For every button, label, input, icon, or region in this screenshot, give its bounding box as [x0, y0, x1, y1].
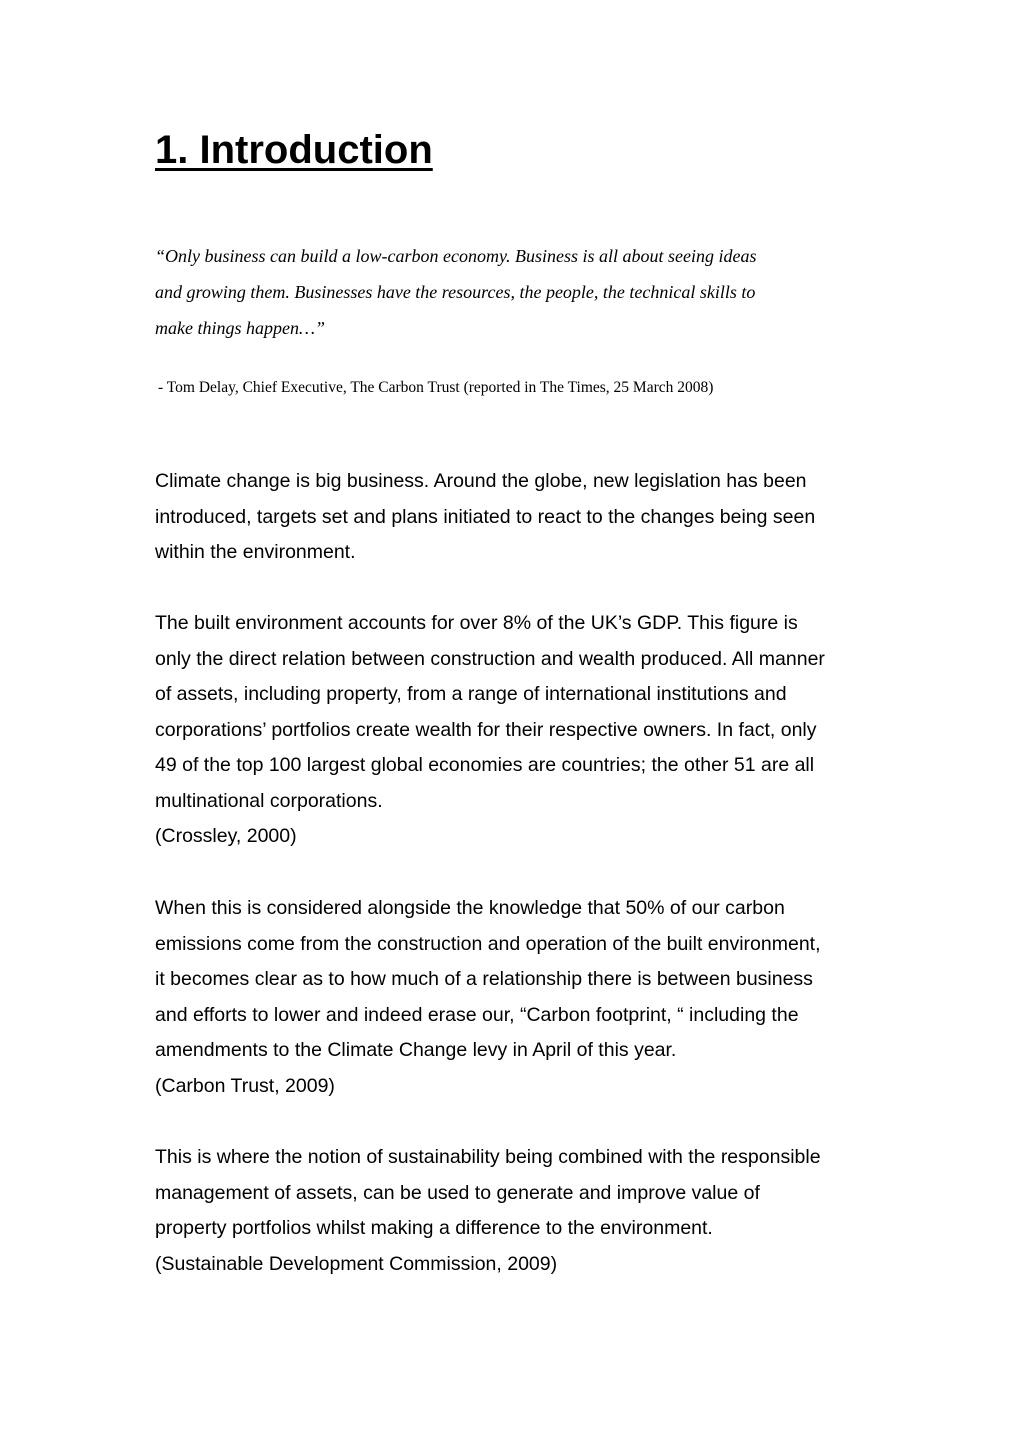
- paragraph-line: The built environment accounts for over 8% of the UK’s GDP. This figure is: [155, 612, 798, 634]
- paragraph-line: corporations’ portfolios create wealth for their respective owners. In fact, only: [155, 718, 817, 741]
- paragraph-line: Climate change is big business. Around the globe, new legislation has been: [155, 470, 807, 492]
- quote-line: “Only business can build a low-carbon economy. Business is all about seeing ideas: [155, 246, 757, 266]
- body-paragraph: [155, 891, 821, 1104]
- paragraph-line: introduced, targets set and plans initiated to react to the changes being seen: [155, 505, 816, 528]
- paragraph-line: it becomes clear as to how much of a relationship there is between business: [155, 968, 813, 990]
- body-paragraph: [155, 1140, 821, 1282]
- paragraph-line: 49 of the top 100 largest global economies are countries; the other 51 are all: [155, 754, 815, 776]
- paragraph-line: management of assets, can be used to generate and improve value of: [155, 1181, 760, 1204]
- paragraph-line: of assets, including property, from a range of international institutions and: [155, 683, 787, 705]
- citation: (Carbon Trust, 2009): [155, 1074, 335, 1097]
- paragraph-line: amendments to the Climate Change levy in April of this year.: [155, 1039, 677, 1061]
- paragraph-line: emissions come from the construction and operation of the built environment,: [155, 932, 821, 955]
- quote-attribution: - Tom Delay, Chief Executive, The Carbon Trust (reported in The Times, 25 March 2008): [158, 379, 714, 396]
- paragraph-line: only the direct relation between construction and wealth produced. All manner: [155, 647, 825, 670]
- paragraph-line: within the environment.: [155, 541, 356, 563]
- body-paragraph: [155, 464, 815, 571]
- quote-line: make things happen…”: [155, 318, 325, 338]
- body-paragraph: [155, 606, 825, 855]
- paragraph-line: When this is considered alongside the knowledge that 50% of our carbon: [155, 897, 785, 919]
- epigraph-quote: [155, 238, 756, 346]
- citation: (Crossley, 2000): [155, 825, 297, 847]
- section-heading: 1. Introduction: [155, 128, 433, 172]
- paragraph-line: multinational corporations.: [155, 789, 383, 812]
- paragraph-line: and efforts to lower and indeed erase our, “Carbon footprint, “ including the: [155, 1003, 799, 1026]
- paragraph-line: property portfolios whilst making a difference to the environment.: [155, 1217, 713, 1239]
- quote-line: and growing them. Businesses have the resources, the people, the technical skills to: [155, 282, 756, 302]
- paragraph-line: This is where the notion of sustainability being combined with the responsible: [155, 1146, 821, 1168]
- citation: (Sustainable Development Commission, 2009): [155, 1252, 558, 1275]
